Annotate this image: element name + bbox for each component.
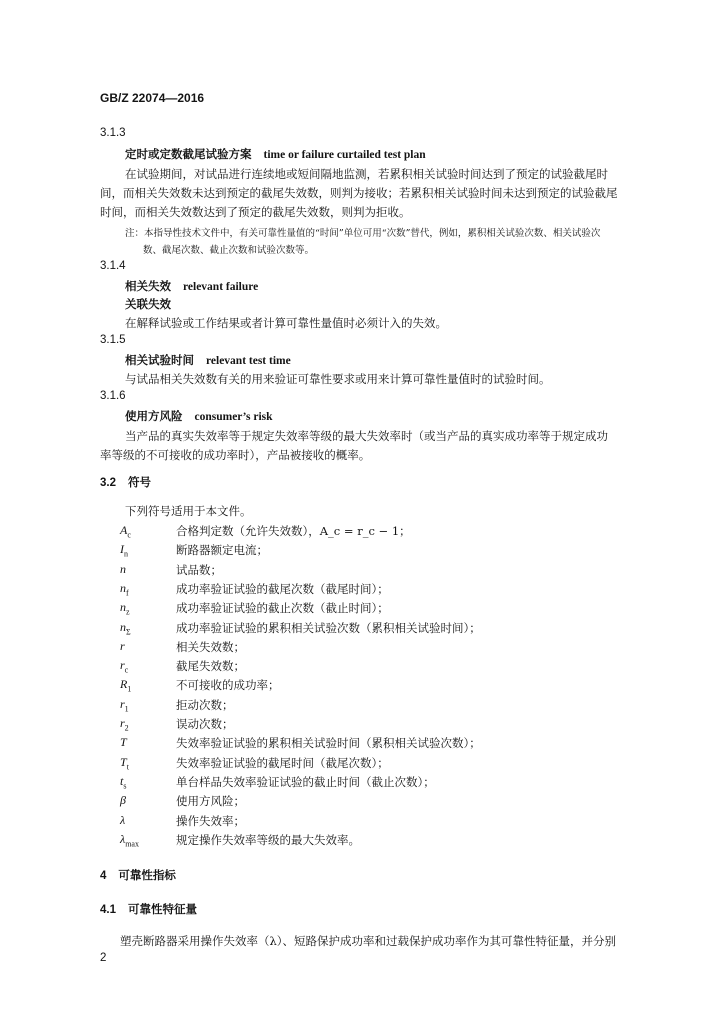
symbol-description: 断路器额定电流； (176, 543, 268, 557)
symbol-description: 相关失效数； (176, 640, 245, 654)
symbol-description: 成功率验证试验的截尾次数（截尾时间）； (176, 582, 389, 596)
symbol: $n_\Sigma$ (120, 620, 131, 637)
symbol-description: 失效率验证试验的累积相关试验时间（累积相关试验次数）； (176, 736, 481, 750)
symbol-description: 试品数； (176, 563, 222, 577)
section-title: 可靠性指标 (118, 870, 176, 882)
symbol-description: 成功率验证试验的截止次数（截止时间）； (176, 601, 389, 615)
section-number: 3.2 (100, 477, 116, 489)
symbol: $r_c$ (120, 658, 129, 675)
symbol-description: 误动次数； (176, 717, 234, 731)
standard-code: GB/Z 22074—2016 (100, 91, 205, 105)
symbol-description: 使用方风险； (176, 794, 245, 808)
symbol-description: 拒动次数； (176, 698, 234, 712)
term-heading (125, 408, 273, 424)
body-line: 间，而相关失效数未达到预定的截尾失效数，则判为接收；若累积相关试验时间未达到预定的试验截尾 (100, 186, 618, 200)
clause-number: 3.1.4 (100, 260, 126, 272)
symbol: $T_t$ (120, 755, 129, 772)
section-title: 可靠性特征量 (128, 904, 197, 916)
body-line: 当产品的真实失效率等于规定失效率等级的最大失效率时（或当产品的真实成功率等于规定成功 (125, 429, 608, 443)
term-heading (125, 352, 291, 368)
symbol-description: 操作失效率； (176, 814, 245, 828)
page-number: 2 (100, 952, 107, 964)
term-cn: 相关试验时间 (125, 353, 194, 367)
term-en: consumer’s risk (194, 411, 273, 423)
symbol-description: 失效率验证试验的截尾时间（截尾次数）； (176, 756, 389, 770)
term-cn: 使用方风险 (125, 409, 183, 423)
symbol: T (120, 735, 127, 749)
clause-number: 3.1.3 (100, 127, 126, 139)
term-cn: 定时或定数截尾试验方案 (125, 147, 252, 161)
term-en: time or failure curtailed test plan (263, 149, 426, 161)
symbol: r (120, 639, 125, 653)
body-line: 时间，而相关失效数达到了预定的截尾失效数，则判为拒收。 (100, 205, 411, 219)
term-en: relevant test time (206, 355, 291, 367)
clause-number: 3.1.6 (100, 390, 126, 402)
section-heading (100, 474, 151, 490)
symbol-description: 成功率验证试验的累积相关试验次数（累积相关试验时间）； (176, 621, 481, 635)
symbol: $R_1$ (120, 677, 132, 694)
symbol-description: 截尾失效数； (176, 659, 245, 673)
symbol-description: 不可接收的成功率； (176, 678, 280, 692)
symbol: $r_2$ (120, 716, 129, 733)
symbol: n (120, 562, 126, 576)
section-number: 4 (100, 870, 107, 882)
symbol: $n_z$ (120, 600, 130, 617)
symbol: β (120, 793, 126, 807)
symbol: $\lambda_{max}$ (120, 832, 139, 849)
symbol: $r_1$ (120, 697, 129, 714)
alt-term: 关联失效 (125, 297, 171, 311)
term-en: relevant failure (183, 281, 259, 293)
symbols-intro: 下列符号适用于本文件。 (125, 504, 252, 518)
section-heading (100, 901, 197, 917)
symbol: $A_c$ (120, 523, 131, 540)
section-title: 符号 (128, 477, 151, 489)
symbol: $I_n$ (120, 542, 128, 559)
symbol-description: 规定操作失效率等级的最大失效率。 (176, 833, 360, 847)
symbol-description: 合格判定数（允许失效数），A_c = r_c − 1； (176, 524, 411, 538)
term-heading (125, 146, 426, 162)
body-line: 率等级的不可接收的成功率时），产品被接收的概率。 (100, 448, 371, 462)
symbol: $t_s$ (120, 774, 127, 791)
note-line: 数、截尾次数、截止次数和试验次数等。 (143, 245, 315, 256)
symbol: λ (120, 813, 126, 827)
section-number: 4.1 (100, 904, 116, 916)
term-heading (125, 278, 258, 294)
clause-number: 3.1.5 (100, 334, 126, 346)
body-line: 塑壳断路器采用操作失效率（λ）、短路保护成功率和过载保护成功率作为其可靠性特征量，并分别 (120, 934, 617, 948)
symbol: $n_f$ (120, 581, 129, 598)
body-line: 与试品相关失效数有关的用来验证可靠性要求或用来计算可靠性量值时的试验时间。 (125, 372, 551, 386)
section-heading (100, 867, 176, 883)
note-line: 注：本指导性技术文件中，有关可靠性量值的“时间”单位可用“次数”替代，例如，累积相关试验次数、相关试验次 (125, 228, 601, 239)
body-line: 在试验期间，对试品进行连续地或短间隔地监测，若累积相关试验时间达到了预定的试验截尾时 (125, 167, 608, 181)
body-line: 在解释试验或工作结果或者计算可靠性量值时必须计入的失效。 (125, 316, 447, 330)
symbol-description: 单台样品失效率验证试验的截止时间（截止次数）； (176, 775, 435, 789)
term-cn: 相关失效 (125, 279, 171, 293)
